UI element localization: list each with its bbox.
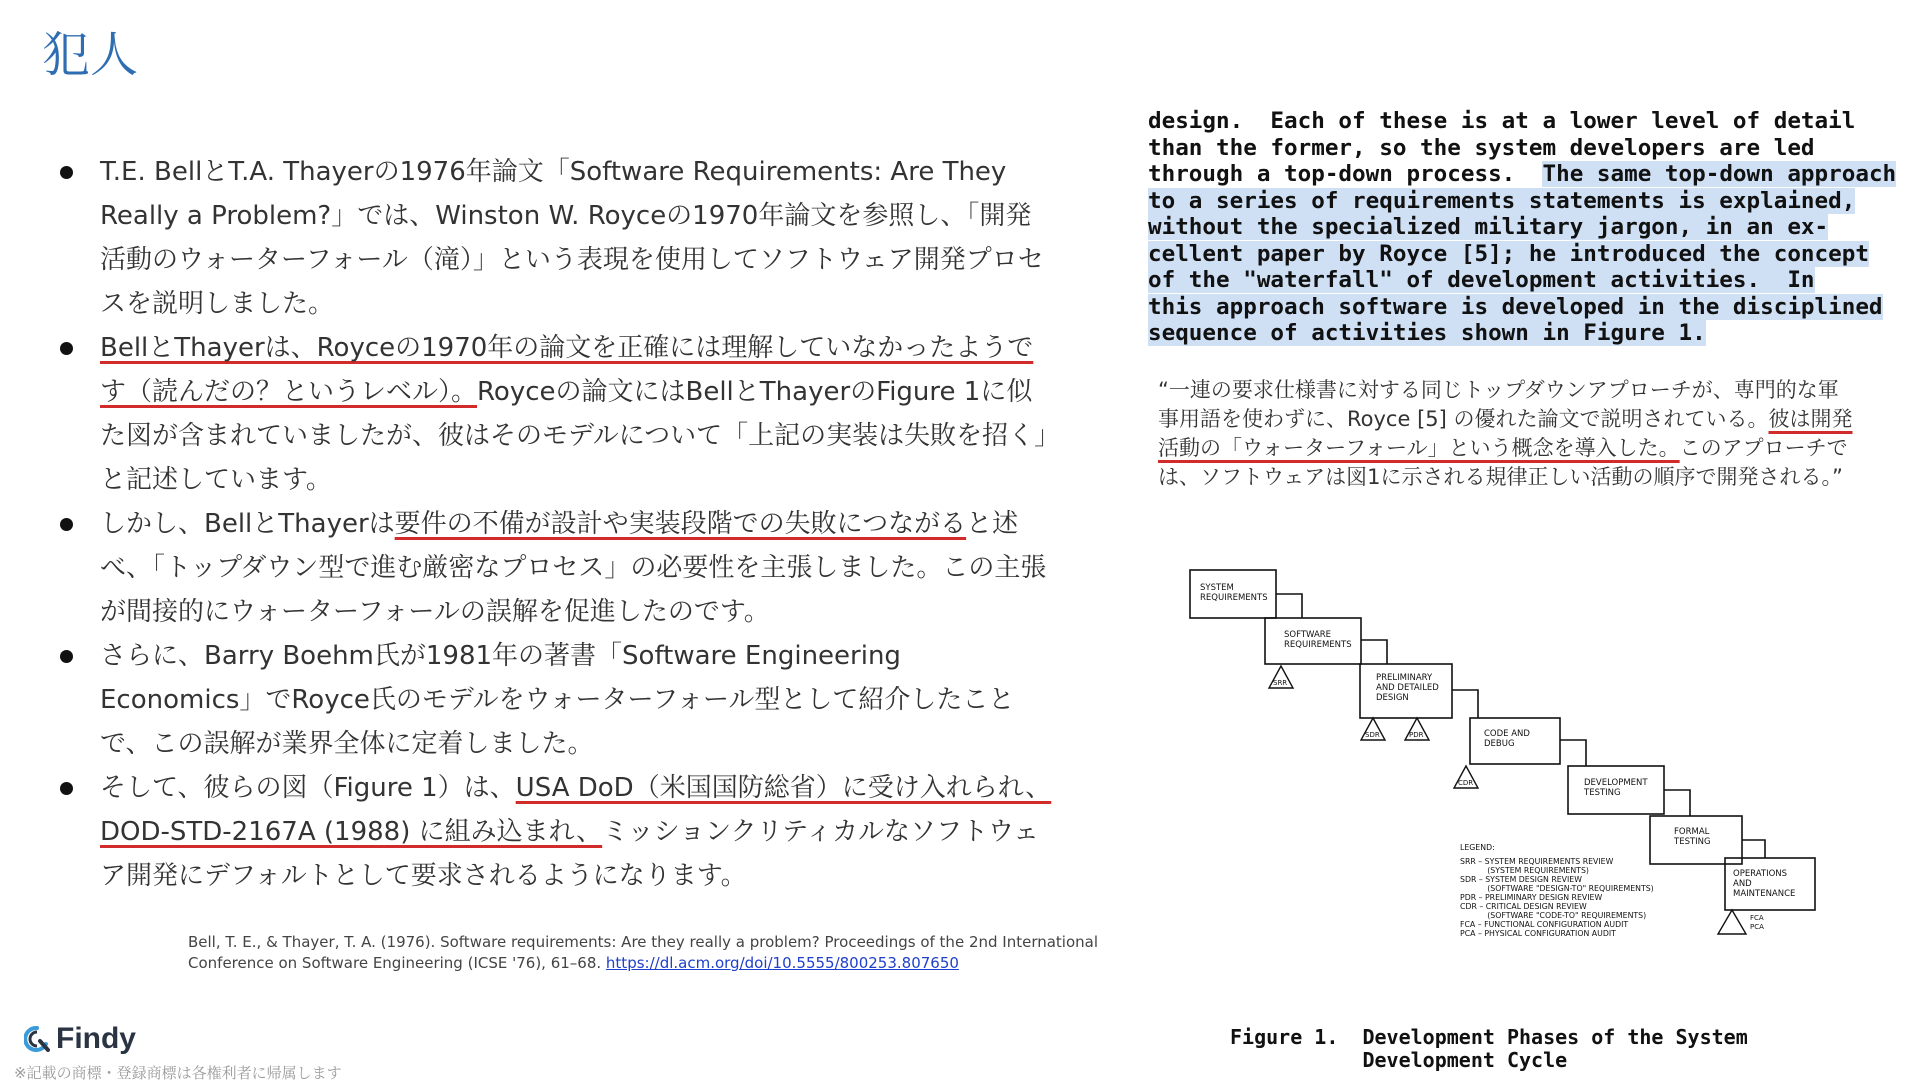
bullet-text: しかし、BellとThayerは <box>100 509 395 539</box>
reference-citation <box>188 932 1098 974</box>
excerpt-highlight: without the specialized military jargon, in an ex- <box>1148 214 1829 240</box>
stage-label: AND <box>1733 879 1752 889</box>
legend-line: (SOFTWARE "DESIGN-TO" REQUIREMENTS) <box>1460 884 1654 893</box>
excerpt-text: through a top-down process. <box>1148 161 1543 187</box>
legend-line: SRR – SYSTEM REQUIREMENTS REVIEW <box>1460 857 1614 866</box>
excerpt-line <box>1148 188 1908 215</box>
review-label: CDR <box>1458 779 1474 787</box>
figure-caption: Figure 1. Development Phases of the System Development Cycle <box>1230 1025 1748 1072</box>
findy-q-icon <box>24 1026 50 1052</box>
legend-line: PCA – PHYSICAL CONFIGURATION AUDIT <box>1460 929 1616 938</box>
review-triangle-fca-pca <box>1718 910 1746 934</box>
stage-label: MAINTENANCE <box>1733 889 1796 899</box>
legend-line: CDR – CRITICAL DESIGN REVIEW <box>1460 902 1587 911</box>
legend-line: PDR – PRELIMINARY DESIGN REVIEW <box>1460 893 1603 902</box>
stage-label: SOFTWARE <box>1284 630 1332 640</box>
bullet-item <box>56 150 1056 326</box>
excerpt-line <box>1148 294 1908 321</box>
bullet-text: Royceの論文にはBellとThayerのFigure 1に似た図が含まれていましたが、彼はそのモデルについて「上記の実装は失敗を招く」と記述しています。 <box>100 377 1048 495</box>
translation-underlined: 彼は開発活動の「ウォーターフォール」という概念を導入した。 <box>1158 407 1853 460</box>
excerpt-highlight: cellent paper by Royce [5]; he introduced the concept <box>1148 240 1869 267</box>
stage-label: DESIGN <box>1376 693 1409 703</box>
waterfall-diagram <box>1180 560 1820 960</box>
legend-line: (SYSTEM REQUIREMENTS) <box>1460 866 1589 875</box>
review-label: PDR <box>1409 731 1424 739</box>
excerpt-text: design. Each of these is at a lower level of detail <box>1148 108 1856 134</box>
stage-label: REQUIREMENTS <box>1284 640 1352 650</box>
excerpt-line <box>1148 320 1908 347</box>
bullet-text: さらに、Barry Boehm氏が1981年の著書「Software Engineering Economics」でRoyce氏のモデルをウォーターフォール型として紹介したことで、この誤解が業界全体に定着しました。 <box>100 641 1015 759</box>
excerpt-line <box>1148 241 1908 268</box>
excerpt-highlight: of the "waterfall" of development activities. In <box>1148 267 1815 293</box>
bullet-item <box>56 634 1056 766</box>
stage-label: DEBUG <box>1484 739 1515 749</box>
legend-line: FCA – FUNCTIONAL CONFIGURATION AUDIT <box>1460 920 1629 929</box>
stage-label: OPERATIONS <box>1733 869 1788 879</box>
trademark-disclaimer: ※記載の商標・登録商標は各権利者に帰属します <box>14 1064 342 1082</box>
excerpt-line <box>1148 135 1908 162</box>
bullet-item <box>56 502 1056 634</box>
bullet-text: T.E. BellとT.A. Thayerの1976年論文「Software Requirements: Are They Really a Problem?」では、Winston W. Royceの1970年論文を参照し、「開発活動のウォーターフォール（滝）」という表現を使用してソフトウェア開発プロセスを説明しました。 <box>100 157 1044 319</box>
excerpt-highlight: sequence of activities shown in Figure 1. <box>1148 320 1706 346</box>
excerpt-line <box>1148 214 1908 241</box>
stage-label: TESTING <box>1674 837 1711 847</box>
bullet-dot-icon <box>60 518 73 531</box>
bullet-dot-icon <box>60 342 73 355</box>
review-label: SRR <box>1273 679 1288 687</box>
stage-label: CODE AND <box>1484 729 1530 739</box>
stage-label: AND DETAILED <box>1376 683 1439 693</box>
reference-text: Bell, T. E., & Thayer, T. A. (1976). Software requirements: Are they really a problem? Proceedings of the 2nd International Conference on Software Engineering (ICSE '76), 61–68. <box>188 933 1099 972</box>
bullet-text: そして、彼らの図（Figure 1）は、 <box>100 773 516 803</box>
bullet-list <box>56 150 1056 898</box>
excerpt-translation <box>1158 376 1858 492</box>
translation-before: “一連の要求仕様書に対する同じトップダウンアプローチが、専門的な軍事用語を使わずに、Royce [5] の優れた論文で説明されている。 <box>1158 378 1839 431</box>
bullet-dot-icon <box>60 166 73 179</box>
stage-label: FORMAL <box>1674 827 1710 837</box>
findy-logo <box>24 1022 136 1056</box>
waterfall-figure <box>1180 560 1820 960</box>
stage-label: SYSTEM <box>1200 583 1234 593</box>
excerpt-line <box>1148 108 1908 135</box>
stage-label: TESTING <box>1584 788 1621 798</box>
underlined-text: USA DoD（米国国防総省）に受け入れられ、DOD-STD-2167A (1988) に組み込まれ、 <box>100 773 1052 847</box>
review-label: PCA <box>1750 923 1764 931</box>
figure-legend <box>1460 843 1654 938</box>
stage-label: DEVELOPMENT <box>1584 778 1648 788</box>
stage-label: REQUIREMENTS <box>1200 593 1268 603</box>
legend-line: (SOFTWARE "CODE-TO" REQUIREMENTS) <box>1460 911 1647 920</box>
excerpt-highlight: The same top-down approach <box>1542 161 1897 187</box>
review-label: FCA <box>1750 914 1764 922</box>
review-label: SDR <box>1365 731 1380 739</box>
excerpt-highlight: to a series of requirements statements is explained, <box>1148 187 1856 214</box>
translation-after: このアプローチでは、ソフトウェアは図1に示される規律正しい活動の順序で開発される。” <box>1158 436 1848 489</box>
excerpt-line <box>1148 161 1908 188</box>
excerpt-text: than the former, so the system developers are led <box>1148 134 1815 161</box>
underlined-text: 要件の不備が設計や実装段階での失敗につながる <box>394 509 967 539</box>
bullet-dot-icon <box>60 650 73 663</box>
paper-excerpt <box>1148 108 1908 347</box>
bullet-item <box>56 766 1056 898</box>
slide-title: 犯人 <box>42 27 139 83</box>
reference-link[interactable]: https://dl.acm.org/doi/10.5555/800253.807650 <box>605 954 959 972</box>
bullet-dot-icon <box>60 782 73 795</box>
bullet-item <box>56 326 1056 502</box>
legend-title: LEGEND: <box>1460 843 1495 852</box>
stage-label: PRELIMINARY <box>1376 673 1433 683</box>
underlined-text: BellとThayerは、Royceの1970年の論文を正確には理解していなかったようです（読んだの？というレベル）。 <box>100 333 1034 407</box>
excerpt-line <box>1148 267 1908 294</box>
bullet-text: ミッションクリティカルなソフトウェア開発にデフォルトとして要求されるようになります。 <box>100 817 1039 891</box>
findy-wordmark: Findy <box>56 1022 136 1055</box>
legend-line: SDR – SYSTEM DESIGN REVIEW <box>1460 875 1582 884</box>
excerpt-highlight: this approach software is developed in the disciplined <box>1148 293 1883 320</box>
bullet-text: と述べ、「トップダウン型で進む厳密なプロセス」の必要性を主張しました。この主張が間接的にウォーターフォールの誤解を促進したのです。 <box>100 509 1047 627</box>
